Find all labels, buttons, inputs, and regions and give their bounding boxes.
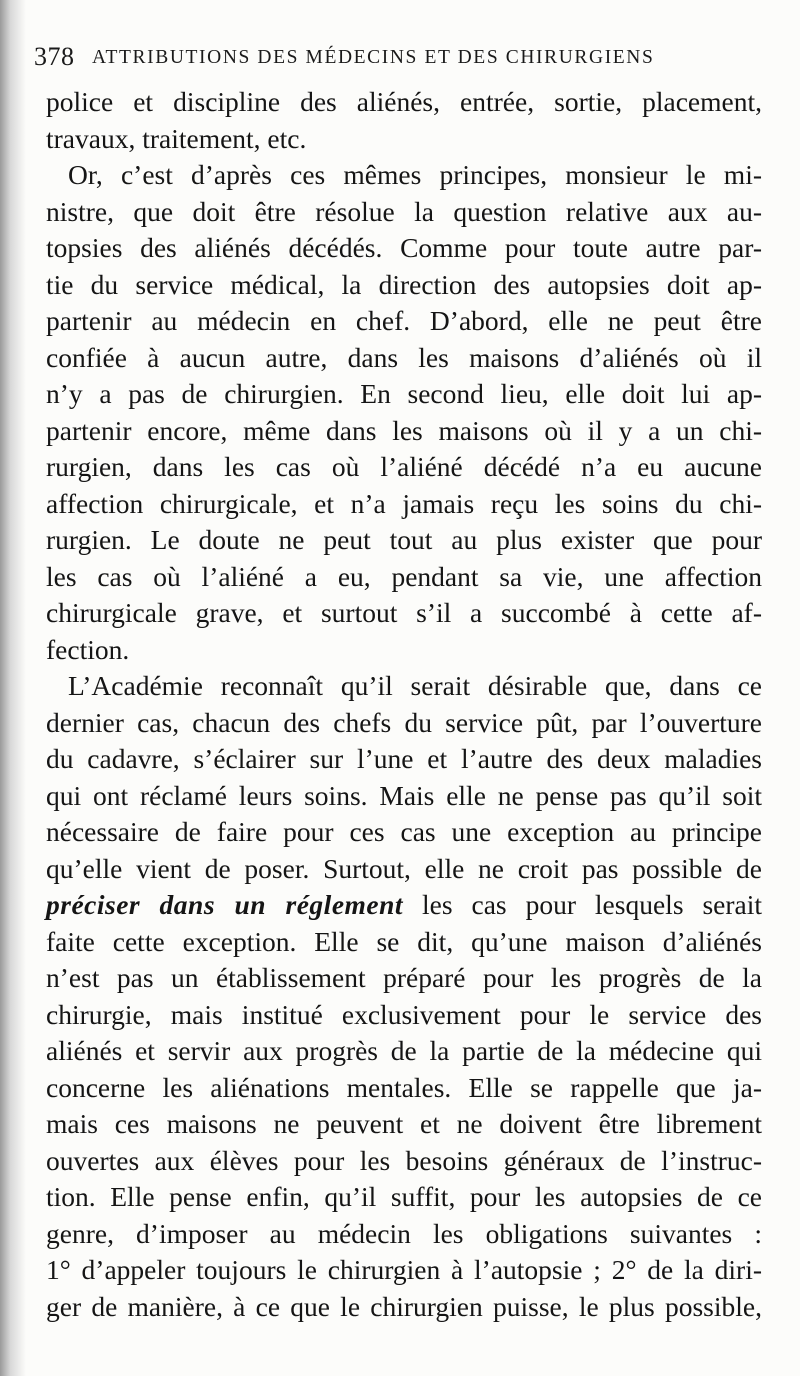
text-line: chirurgicale grave, et surtout s’il a succombé à cette af- bbox=[46, 597, 762, 628]
text-line: travaux, traitement, etc. bbox=[46, 122, 307, 154]
text-line-with-emphasis bbox=[46, 887, 762, 924]
text-line: confiée à aucun autre, dans les maisons d’aliénés où il bbox=[46, 341, 762, 373]
text-line: genre, d’imposer au médecin les obligations suivantes : bbox=[46, 1217, 762, 1249]
text-line: partenir encore, même dans les maisons où il y a un chi- bbox=[46, 414, 762, 446]
text-line: rurgien. Le doute ne peut tout au plus exister que pour bbox=[46, 524, 762, 555]
text-line: les cas où l’aliéné a eu, pendant sa vie, une affection bbox=[46, 560, 762, 592]
text-line: mais ces maisons ne peuvent et ne doivent être librement bbox=[46, 1108, 762, 1139]
text-line: concerne les aliénations mentales. Elle se rappelle que ja- bbox=[46, 1071, 762, 1103]
body-text bbox=[46, 84, 762, 1325]
text-line: police et discipline des aliénés, entrée, sortie, placement, bbox=[46, 86, 762, 117]
text-line: aliénés et servir aux progrès de la partie de la médecine qui bbox=[46, 1035, 762, 1066]
text-line: partenir au médecin en chef. D’abord, elle ne peut être bbox=[46, 305, 762, 336]
text-line: tie du service médical, la direction des autopsies doit ap- bbox=[46, 268, 762, 300]
emphasized-phrase: préciser dans un réglement bbox=[46, 889, 404, 920]
text-line: tion. Elle pense enfin, qu’il suffit, pour les autopsies de ce bbox=[46, 1181, 762, 1212]
text-line: affection chirurgicale, et n’a jamais reçu les soins du chi- bbox=[46, 487, 762, 519]
text-line: n’est pas un établissement préparé pour les progrès de la bbox=[46, 962, 762, 993]
page-header bbox=[34, 38, 774, 78]
text-line: ger de manière, à ce que le chirurgien puisse, le plus possible, bbox=[46, 1290, 762, 1322]
text-line: qu’elle vient de poser. Surtout, elle ne croit pas possible de bbox=[46, 852, 762, 884]
text-line: n’y a pas de chirurgien. En second lieu, elle doit lui ap- bbox=[46, 378, 762, 409]
text-line: faite cette exception. Elle se dit, qu’une maison d’aliénés bbox=[46, 925, 762, 957]
text-line: rurgien, dans les cas où l’aliéné décédé n’a eu aucune bbox=[46, 451, 762, 482]
text-line: nistre, que doit être résolue la question relative aux au- bbox=[46, 195, 762, 227]
page-gutter-shadow bbox=[0, 0, 26, 1376]
text-line: dernier cas, chacun des chefs du service pût, par l’ouverture bbox=[46, 706, 762, 738]
text-line: chirurgie, mais institué exclusivement pour le service des bbox=[46, 998, 762, 1030]
text-line: 1° d’appeler toujours le chirurgien à l’autopsie ; 2° de la diri- bbox=[46, 1254, 762, 1285]
text-line: ouvertes aux élèves pour les besoins généraux de l’instruc- bbox=[46, 1144, 762, 1176]
text-line: du cadavre, s’éclairer sur l’une et l’autre des deux maladies bbox=[46, 743, 762, 774]
text-line: fection. bbox=[46, 633, 130, 665]
page-number: 378 bbox=[34, 42, 75, 71]
paragraph-start-line: L’Académie reconnaît qu’il serait désirable que, dans ce bbox=[68, 670, 762, 701]
text-line: topsies des aliénés décédés. Comme pour toute autre par- bbox=[46, 232, 762, 263]
paragraph-start-line: Or, c’est d’après ces mêmes principes, monsieur le mi- bbox=[68, 159, 762, 190]
text-line: nécessaire de faire pour ces cas une exception au principe bbox=[46, 816, 762, 847]
text-line: qui ont réclamé leurs soins. Mais elle ne pense pas qu’il soit bbox=[46, 779, 762, 811]
text-fragment: les cas pour lesquels serait bbox=[403, 889, 763, 920]
running-head: ATTRIBUTIONS DES MÉDECINS ET DES CHIRURGIENS bbox=[92, 47, 655, 68]
